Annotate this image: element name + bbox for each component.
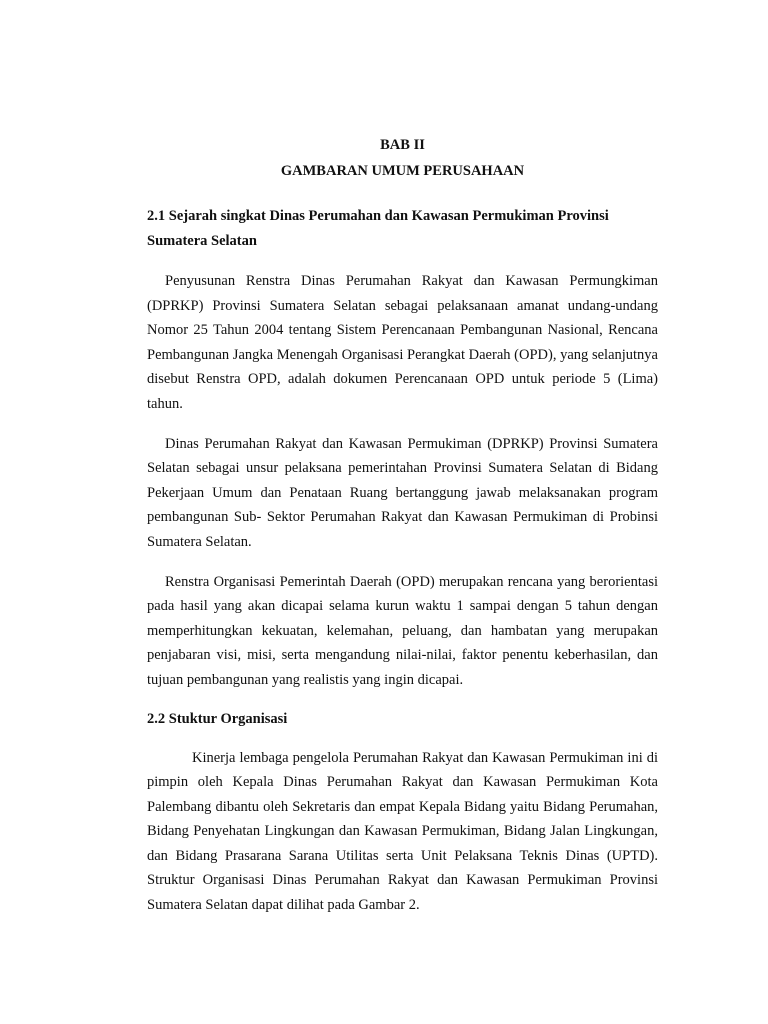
section-heading-structure: 2.2 Stuktur Organisasi [147,710,288,727]
paragraph-structure: Kinerja lembaga pengelola Perumahan Rakyat dan Kawasan Permukiman ini di pimpin oleh Kepala Dinas Perumahan Rakyat dan Kawasan Permukiman Kota Palembang dibantu oleh Sekretaris dan empat Kepala Bidang yaitu Bidang Perumahan, Bidang Penyehatan Lingkungan dan Kawasan Permukiman, Bidang Jalan Lingkungan, dan Bidang Prasarana Sarana Utilitas serta Unit Pelaksana Teknis Dinas (UPTD). Struktur Organisasi Dinas Perumahan Rakyat dan Kawasan Permukiman Provinsi Sumatera Selatan dapat dilihat pada Gambar 2. [147,749,658,914]
chapter-number: BAB II [380,137,425,153]
paragraph-opd: Renstra Organisasi Pemerintah Daerah (OPD) merupakan rencana yang berorientasi pada hasil yang akan dicapai selama kurun waktu 1 sampai dengan 5 tahun dengan memperhitungkan kekuatan, kelemahan, peluang, dan hambatan yang merupakan penjabaran visi, misi, serta mengandung nilai-nilai, faktor penentu keberhasilan, dan tujuan pembangunan yang realistis yang ingin dicapai. [147,573,658,688]
paragraph-dprkp: Dinas Perumahan Rakyat dan Kawasan Permukiman (DPRKP) Provinsi Sumatera Selatan sebagai unsur pelaksana pemerintahan Provinsi Sumatera Selatan di Bidang Pekerjaan Umum dan Penataan Ruang bertanggung jawab melaksanakan program pembangunan Sub- Sektor Perumahan Rakyat dan Kawasan Permukiman di Probinsi Sumatera Selatan. [147,435,658,550]
section-heading-history: 2.1 Sejarah singkat Dinas Perumahan dan Kawasan Permukiman Provinsi Sumatera Selatan [147,208,609,249]
chapter-title: GAMBARAN UMUM PERUSAHAAN [280,163,525,179]
document-page [147,132,658,918]
paragraph-renstra: Penyusunan Renstra Dinas Perumahan Rakyat dan Kawasan Permungkiman (DPRKP) Provinsi Sumatera Selatan sebagai pelaksanaan amanat undang-undang Nomor 25 Tahun 2004 tentang Sistem Perencanaan Pembangunan Nasional, Rencana Pembangunan Jangka Menengah Organisasi Perangkat Daerah (OPD), yang selanjutnya disebut Renstra OPD, adalah dokumen Perencanaan OPD untuk periode 5 (Lima) tahun. [147,273,658,412]
